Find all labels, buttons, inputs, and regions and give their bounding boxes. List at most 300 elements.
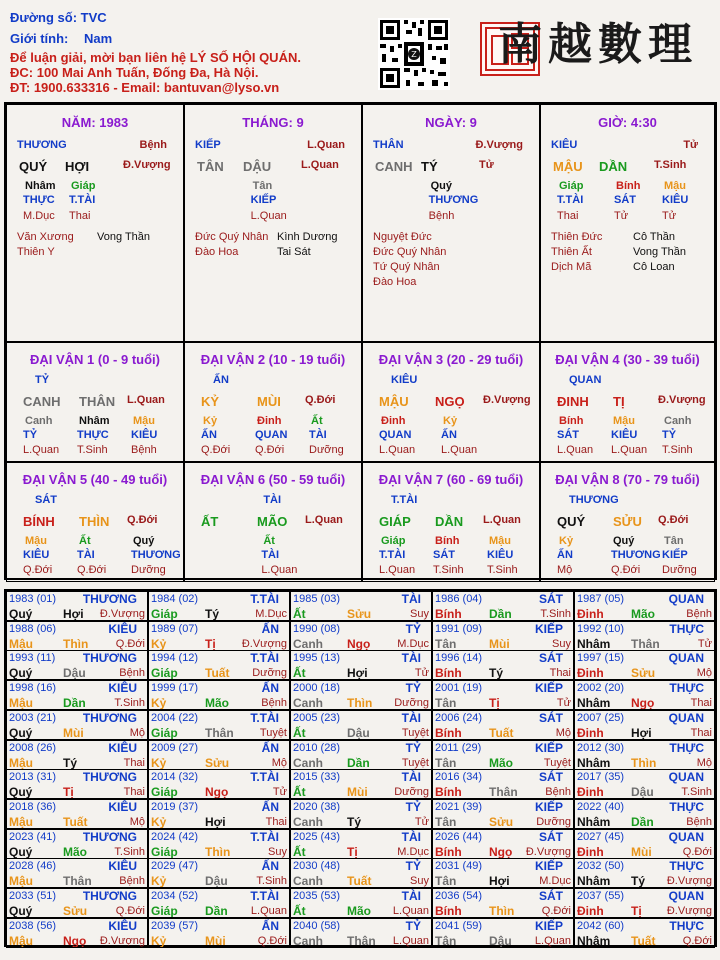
year-branch: Dậu bbox=[63, 666, 86, 681]
year-cell[interactable] bbox=[290, 740, 432, 770]
year-stem: Giáp bbox=[151, 904, 178, 918]
dai-van-god: KIÊU bbox=[487, 549, 514, 561]
year-god: TÀI bbox=[401, 710, 421, 725]
year-cell[interactable] bbox=[290, 799, 432, 829]
year-cell[interactable] bbox=[148, 769, 290, 799]
dai-van-god: KIÊU bbox=[131, 429, 158, 441]
year-label: 2035 (53) bbox=[293, 890, 341, 902]
year-branch: Tý bbox=[347, 814, 362, 829]
year-label: 2026 (44) bbox=[435, 830, 483, 843]
star-inauspicious: Cô Thần bbox=[633, 231, 675, 243]
year-cell[interactable] bbox=[574, 799, 715, 829]
hidden-god: KIẾP bbox=[250, 194, 277, 206]
dai-van-stage: Bệnh bbox=[131, 444, 157, 456]
dai-van-hidden: Quý bbox=[613, 535, 635, 547]
year-god: QUAN bbox=[668, 710, 704, 725]
year-branch: Thìn bbox=[347, 696, 373, 711]
year-god: T.TÀI bbox=[250, 829, 279, 844]
hidden-stem: Giáp bbox=[71, 180, 96, 192]
year-stem: Tân bbox=[435, 755, 457, 770]
year-label: 1996 (14) bbox=[435, 652, 483, 665]
dai-van-god: ẤN bbox=[557, 549, 573, 561]
year-cell[interactable] bbox=[148, 680, 290, 710]
dai-van-stage: Mộ bbox=[557, 564, 573, 576]
dai-van-stem-1: DẦN bbox=[435, 514, 464, 529]
year-god: KIẾP bbox=[534, 681, 563, 696]
dai-van-title: ĐẠI VẬN 2 (10 - 19 tuổi) bbox=[200, 352, 346, 367]
year-cell[interactable] bbox=[6, 769, 148, 799]
dai-van-stem-0: CANH bbox=[23, 394, 61, 409]
year-god: SÁT bbox=[539, 889, 563, 903]
year-cell[interactable] bbox=[290, 918, 432, 948]
hidden-stem: Nhâm bbox=[25, 180, 56, 192]
year-stem: Mậu bbox=[9, 933, 33, 948]
dai-van-stem-1: THÌN bbox=[79, 514, 110, 529]
dai-van-god: TÀI bbox=[261, 549, 280, 561]
dai-van-stem-0: MẬU bbox=[379, 394, 409, 409]
dai-van-stem-god: T.TÀI bbox=[391, 494, 418, 506]
pillar-stem-2: Đ.Vượng bbox=[123, 159, 171, 171]
dai-van-stage: L.Quan bbox=[611, 444, 648, 456]
year-cell[interactable] bbox=[574, 829, 715, 859]
year-cell[interactable] bbox=[574, 650, 715, 680]
hidden-god: KIÊU bbox=[662, 194, 689, 206]
pillar-1 bbox=[6, 104, 184, 342]
dai-van-stage: Dưỡng bbox=[131, 564, 166, 576]
year-branch: Tuất bbox=[631, 933, 656, 948]
year-stem: Kỷ bbox=[151, 755, 167, 770]
year-god: QUAN bbox=[668, 889, 704, 903]
dai-van-stage: T.Sinh bbox=[662, 444, 693, 456]
gender-label: Giới tính: bbox=[10, 31, 69, 46]
year-branch: Thìn bbox=[205, 844, 231, 859]
year-stem: Quý bbox=[9, 785, 33, 800]
year-label: 2011 (29) bbox=[435, 741, 482, 754]
dai-van-stage: L.Quan bbox=[379, 564, 416, 576]
year-stem: Đinh bbox=[577, 785, 604, 800]
year-label: 2001 (19) bbox=[435, 682, 483, 695]
year-god: THỰC bbox=[669, 799, 704, 814]
year-branch: Ngọ bbox=[489, 844, 513, 859]
year-stage: Thai bbox=[690, 726, 712, 739]
year-cell[interactable] bbox=[290, 621, 432, 651]
year-label: 2006 (24) bbox=[435, 711, 483, 724]
star-auspicious: Đức Quý Nhân bbox=[195, 231, 269, 243]
year-label: 2015 (33) bbox=[293, 771, 341, 784]
star-auspicious: Văn Xương bbox=[17, 231, 74, 243]
year-cell[interactable] bbox=[432, 769, 574, 799]
dai-van-stem-2: Đ.Vượng bbox=[483, 394, 531, 406]
dai-van-stage: Q.Đới bbox=[23, 564, 53, 576]
year-stage: Dưỡng bbox=[252, 667, 287, 680]
year-label: 2007 (25) bbox=[577, 711, 625, 724]
year-cell[interactable] bbox=[148, 858, 290, 888]
year-label: 2032 (50) bbox=[577, 860, 625, 873]
dai-van-title: ĐẠI VẬN 4 (30 - 39 tuổi) bbox=[555, 352, 700, 367]
year-god: SÁT bbox=[539, 592, 563, 606]
year-cell[interactable] bbox=[432, 591, 574, 621]
dai-van-stem-2: L.Quan bbox=[127, 394, 165, 406]
year-label: 2009 (27) bbox=[151, 741, 199, 754]
year-god: KIÊU bbox=[108, 621, 137, 636]
year-cell[interactable] bbox=[148, 591, 290, 621]
year-label: 1985 (03) bbox=[293, 593, 341, 605]
year-stage: Bệnh bbox=[261, 697, 287, 710]
dai-van-stem-2: L.Quan bbox=[483, 514, 521, 526]
dai-van-hidden: Mậu bbox=[613, 415, 635, 427]
year-stage: Đ.Vượng bbox=[99, 934, 145, 947]
chart-name: Đường số: TVC bbox=[10, 10, 107, 25]
year-cell[interactable] bbox=[574, 591, 715, 621]
year-branch: Dần bbox=[205, 904, 228, 918]
year-cell[interactable] bbox=[290, 888, 432, 918]
year-cell[interactable] bbox=[148, 650, 290, 680]
star-inauspicious: Cô Loan bbox=[633, 261, 675, 273]
year-stem: Nhâm bbox=[577, 874, 611, 889]
dai-van-stem-1: NGỌ bbox=[435, 394, 465, 409]
year-stage: Mộ bbox=[696, 667, 712, 680]
year-label: 2028 (46) bbox=[9, 860, 57, 873]
pillar-stem-1: DẬU bbox=[243, 159, 272, 174]
year-cell[interactable] bbox=[6, 621, 148, 651]
year-branch: Tị bbox=[631, 904, 642, 918]
year-branch: Hợi bbox=[631, 725, 652, 740]
dai-van-hidden: Đinh bbox=[257, 415, 282, 427]
year-god: TỶ bbox=[405, 621, 421, 636]
dai-van-stem-2: Đ.Vượng bbox=[658, 394, 706, 406]
pillar-4 bbox=[540, 104, 715, 342]
year-god: ẤN bbox=[261, 859, 279, 874]
dai-van-stem-0: ẤT bbox=[201, 514, 219, 529]
year-god: T.TÀI bbox=[250, 710, 279, 725]
year-stem: Mậu bbox=[9, 696, 33, 711]
year-cell[interactable] bbox=[148, 799, 290, 829]
hidden-stem: Mậu bbox=[664, 180, 686, 192]
pillar-stem-1: HỢI bbox=[65, 159, 90, 174]
year-cell[interactable] bbox=[6, 829, 148, 859]
year-stage: Dưỡng bbox=[394, 697, 429, 710]
dai-van-god: QUAN bbox=[379, 429, 412, 441]
pillar-stem-god: KIẾP bbox=[195, 139, 221, 151]
year-branch: Ngọ bbox=[63, 933, 87, 948]
year-cell[interactable] bbox=[148, 621, 290, 651]
year-branch: Sửu bbox=[205, 755, 230, 770]
year-cell[interactable] bbox=[148, 740, 290, 770]
year-branch: Mão bbox=[489, 755, 513, 770]
year-cell[interactable] bbox=[574, 740, 715, 770]
year-stem: Canh bbox=[293, 755, 323, 770]
year-stage: L.Quan bbox=[534, 934, 571, 947]
year-label: 1984 (02) bbox=[151, 593, 199, 605]
year-god: TỶ bbox=[405, 799, 421, 814]
year-stem: Ất bbox=[293, 725, 306, 740]
year-cell[interactable] bbox=[6, 858, 148, 888]
year-stage: Thai bbox=[123, 786, 145, 799]
hidden-stem: Tân bbox=[252, 180, 273, 192]
year-cell[interactable] bbox=[290, 710, 432, 740]
year-stem: Canh bbox=[293, 814, 323, 829]
year-god: SÁT bbox=[539, 770, 563, 785]
year-stage: Tử bbox=[556, 697, 571, 710]
year-branch: Mão bbox=[347, 904, 371, 918]
year-branch: Thìn bbox=[631, 755, 657, 770]
year-stem: Ất bbox=[293, 904, 306, 918]
year-label: 2024 (42) bbox=[151, 830, 199, 843]
dai-van-stage: Q.Đới bbox=[77, 564, 107, 576]
dai-van-hidden: Mậu bbox=[489, 535, 511, 547]
life-stage: M.Dục bbox=[23, 210, 55, 222]
dai-van-god: ẤN bbox=[201, 429, 217, 441]
year-branch: Tị bbox=[489, 696, 500, 711]
gender-value: Nam bbox=[84, 31, 113, 46]
pillar-stem-0: TÂN bbox=[197, 159, 224, 174]
year-label: 1986 (04) bbox=[435, 593, 483, 605]
dai-van-hidden: Bính bbox=[435, 535, 460, 547]
year-stem: Nhâm bbox=[577, 814, 611, 829]
year-cell[interactable] bbox=[290, 829, 432, 859]
year-cell[interactable] bbox=[574, 710, 715, 740]
year-stage: M.Dục bbox=[539, 875, 571, 888]
year-god: T.TÀI bbox=[250, 592, 279, 606]
year-label: 2029 (47) bbox=[151, 860, 199, 873]
pillar-top-stage: Bệnh bbox=[139, 139, 167, 151]
year-cell[interactable] bbox=[574, 680, 715, 710]
year-cell[interactable] bbox=[6, 799, 148, 829]
year-branch: Thìn bbox=[63, 636, 89, 651]
year-stem: Quý bbox=[9, 666, 33, 681]
pillar-top-stage: Đ.Vượng bbox=[475, 139, 523, 151]
year-label: 2010 (28) bbox=[293, 741, 341, 754]
year-god: SÁT bbox=[539, 651, 563, 666]
year-label: 1990 (08) bbox=[293, 622, 341, 635]
year-stage: Bệnh bbox=[686, 815, 712, 828]
year-cell[interactable] bbox=[290, 680, 432, 710]
pillar-stem-god: THƯƠNG bbox=[17, 139, 67, 151]
year-cell[interactable] bbox=[290, 650, 432, 680]
year-stage: Thai bbox=[265, 815, 287, 828]
year-branch: Mùi bbox=[347, 785, 368, 800]
year-stem: Quý bbox=[9, 607, 33, 621]
year-god: KIÊU bbox=[108, 859, 137, 874]
year-label: 2003 (21) bbox=[9, 711, 57, 724]
year-cell[interactable] bbox=[290, 858, 432, 888]
dai-van-stage: Q.Đới bbox=[201, 444, 231, 456]
hidden-god: THƯƠNG bbox=[428, 194, 479, 206]
dai-van-hidden: Kỷ bbox=[443, 415, 458, 427]
dai-van-stem-0: BÍNH bbox=[23, 514, 55, 529]
qr-code-icon[interactable] bbox=[378, 18, 450, 90]
year-cell[interactable] bbox=[148, 710, 290, 740]
dai-van-stem-0: KỶ bbox=[201, 394, 220, 409]
year-god: KIẾP bbox=[534, 621, 563, 636]
year-stage: L.Quan bbox=[392, 905, 429, 917]
dai-van-god: TỶ bbox=[662, 429, 677, 441]
year-cell[interactable] bbox=[148, 888, 290, 918]
dai-van-title: ĐẠI VẬN 7 (60 - 69 tuổi) bbox=[378, 472, 524, 487]
dai-van-title: ĐẠI VẬN 1 (0 - 9 tuổi) bbox=[29, 352, 160, 367]
dai-van-hidden: Kỷ bbox=[559, 535, 574, 547]
life-stage: Tử bbox=[614, 210, 629, 222]
dai-van-stem-1: MÙI bbox=[257, 394, 281, 409]
year-branch: Hợi bbox=[63, 607, 84, 621]
star-auspicious: Đào Hoa bbox=[195, 246, 239, 258]
year-cell[interactable] bbox=[290, 591, 432, 621]
year-cell[interactable] bbox=[574, 888, 715, 918]
year-label: 1991 (09) bbox=[435, 622, 483, 635]
year-cell[interactable] bbox=[574, 918, 715, 948]
dai-van-stage: T.Sinh bbox=[487, 564, 518, 576]
year-cell[interactable] bbox=[432, 799, 574, 829]
year-branch: Dần bbox=[63, 696, 86, 711]
year-cell[interactable] bbox=[432, 710, 574, 740]
year-cell[interactable] bbox=[6, 888, 148, 918]
year-stem: Bính bbox=[435, 785, 462, 800]
dai-van-stem-1: TỊ bbox=[613, 394, 625, 409]
year-branch: Ngọ bbox=[205, 785, 229, 800]
hidden-stem: Giáp bbox=[559, 180, 584, 192]
year-branch: Ngọ bbox=[631, 696, 655, 711]
dai-van-hidden: Giáp bbox=[381, 535, 406, 547]
year-branch: Dần bbox=[631, 814, 654, 829]
year-god: KIẾP bbox=[534, 918, 563, 933]
year-branch: Dậu bbox=[489, 933, 512, 948]
year-cell[interactable] bbox=[6, 918, 148, 948]
dai-van-5 bbox=[6, 462, 184, 582]
year-stage: Q.Đới bbox=[115, 905, 145, 917]
year-cell[interactable] bbox=[432, 650, 574, 680]
year-cell[interactable] bbox=[6, 650, 148, 680]
year-cell[interactable] bbox=[432, 918, 574, 948]
year-label: 1987 (05) bbox=[577, 593, 625, 605]
year-god: TỶ bbox=[405, 918, 421, 933]
star-auspicious: Tứ Quý Nhân bbox=[373, 261, 440, 273]
year-cell[interactable] bbox=[6, 591, 148, 621]
year-stem: Ất bbox=[293, 844, 306, 859]
year-stage: Mộ bbox=[271, 756, 287, 769]
year-stem: Mậu bbox=[9, 874, 33, 889]
year-stem: Ất bbox=[293, 785, 306, 800]
dai-van-stem-0: GIÁP bbox=[379, 514, 411, 529]
year-stem: Kỷ bbox=[151, 814, 167, 829]
dai-van-hidden: Kỷ bbox=[203, 415, 218, 427]
year-god: KIẾP bbox=[534, 859, 563, 874]
year-cell[interactable] bbox=[432, 740, 574, 770]
year-cell[interactable] bbox=[574, 769, 715, 799]
pillar-3 bbox=[362, 104, 540, 342]
dai-van-stem-god: KIÊU bbox=[391, 374, 418, 386]
year-god: QUAN bbox=[668, 651, 704, 666]
year-label: 2008 (26) bbox=[9, 741, 57, 754]
year-stem: Nhâm bbox=[577, 755, 611, 770]
dai-van-stage: L.Quan bbox=[441, 444, 478, 456]
star-inauspicious: Kình Dương bbox=[277, 231, 338, 243]
year-label: 1998 (16) bbox=[9, 682, 57, 695]
dai-van-hidden: Quý bbox=[133, 535, 155, 547]
year-god: THƯƠNG bbox=[82, 829, 137, 844]
year-cell[interactable] bbox=[148, 829, 290, 859]
year-cell[interactable] bbox=[574, 858, 715, 888]
year-branch: Hợi bbox=[205, 814, 226, 829]
year-god: TỶ bbox=[405, 859, 421, 874]
year-label: 2042 (60) bbox=[577, 919, 625, 932]
year-label: 1989 (07) bbox=[151, 622, 199, 635]
year-label: 2031 (49) bbox=[435, 860, 483, 873]
life-stage: L.Quan bbox=[250, 210, 287, 222]
star-auspicious: Thiên Y bbox=[17, 246, 55, 258]
year-label: 2022 (40) bbox=[577, 800, 625, 813]
year-label: 1988 (06) bbox=[9, 622, 57, 635]
dai-van-stage: Q.Đới bbox=[611, 564, 641, 576]
dai-van-stage: Q.Đới bbox=[255, 444, 285, 456]
year-branch: Thân bbox=[631, 636, 660, 651]
year-stem: Bính bbox=[435, 607, 462, 621]
pillar-stem-0: CANH bbox=[375, 159, 413, 174]
year-stem: Kỷ bbox=[151, 933, 167, 948]
year-label: 2036 (54) bbox=[435, 890, 483, 902]
year-cell[interactable] bbox=[432, 858, 574, 888]
dai-van-god: THỰC bbox=[77, 429, 109, 441]
year-label: 2023 (41) bbox=[9, 830, 57, 843]
dai-van-stage: T.Sinh bbox=[77, 444, 108, 456]
year-stage: T.Sinh bbox=[114, 845, 145, 858]
pillar-stem-2: T.Sinh bbox=[654, 159, 687, 171]
life-stage: Tử bbox=[662, 210, 677, 222]
dai-van-7 bbox=[362, 462, 540, 582]
year-cell[interactable] bbox=[432, 829, 574, 859]
dai-van-god: KIÊU bbox=[611, 429, 638, 441]
year-cell[interactable] bbox=[432, 680, 574, 710]
year-label: 2005 (23) bbox=[293, 711, 341, 724]
year-cell[interactable] bbox=[148, 918, 290, 948]
year-stage: T.Sinh bbox=[114, 697, 145, 710]
year-label: 2018 (36) bbox=[9, 800, 57, 813]
year-god: T.TÀI bbox=[250, 651, 279, 666]
year-label: 2013 (31) bbox=[9, 771, 57, 784]
year-god: TÀI bbox=[401, 829, 421, 844]
year-stage: Q.Đới bbox=[682, 845, 712, 858]
pillars-chart bbox=[4, 102, 717, 580]
year-cell[interactable] bbox=[432, 621, 574, 651]
year-cell[interactable] bbox=[6, 710, 148, 740]
pillar-2 bbox=[184, 104, 362, 342]
year-stage: Q.Đới bbox=[682, 934, 712, 947]
pillar-stem-2: L.Quan bbox=[301, 159, 339, 171]
year-cell[interactable] bbox=[6, 680, 148, 710]
life-stage: Thai bbox=[557, 210, 579, 222]
contact-line-1: Để luận giải, mời bạn liên hệ LÝ SỐ HỘI QUÁN. bbox=[10, 50, 301, 65]
year-god: QUAN bbox=[668, 770, 704, 785]
year-god: QUAN bbox=[668, 592, 704, 606]
year-stage: Mộ bbox=[129, 726, 145, 739]
year-stage: T.Sinh bbox=[256, 875, 287, 888]
year-cell[interactable] bbox=[290, 769, 432, 799]
year-branch: Dậu bbox=[631, 785, 654, 800]
year-stem: Tân bbox=[435, 636, 457, 651]
dai-van-stage: L.Quan bbox=[261, 564, 298, 576]
contact-line-3[interactable]: ĐT: 1900.633316 - Email: bantuvan@lyso.vn bbox=[10, 80, 280, 95]
year-cell[interactable] bbox=[6, 740, 148, 770]
year-stem: Giáp bbox=[151, 666, 178, 681]
year-god: KIÊU bbox=[108, 918, 137, 933]
pillar-title: NGÀY: 9 bbox=[425, 115, 477, 130]
dai-van-stem-0: ĐINH bbox=[557, 394, 589, 409]
year-branch: Dậu bbox=[347, 725, 370, 740]
year-stage: M.Dục bbox=[397, 637, 429, 650]
year-stage: Tử bbox=[414, 815, 429, 828]
year-cell[interactable] bbox=[432, 888, 574, 918]
year-cell[interactable] bbox=[574, 621, 715, 651]
year-god: TỶ bbox=[405, 740, 421, 755]
